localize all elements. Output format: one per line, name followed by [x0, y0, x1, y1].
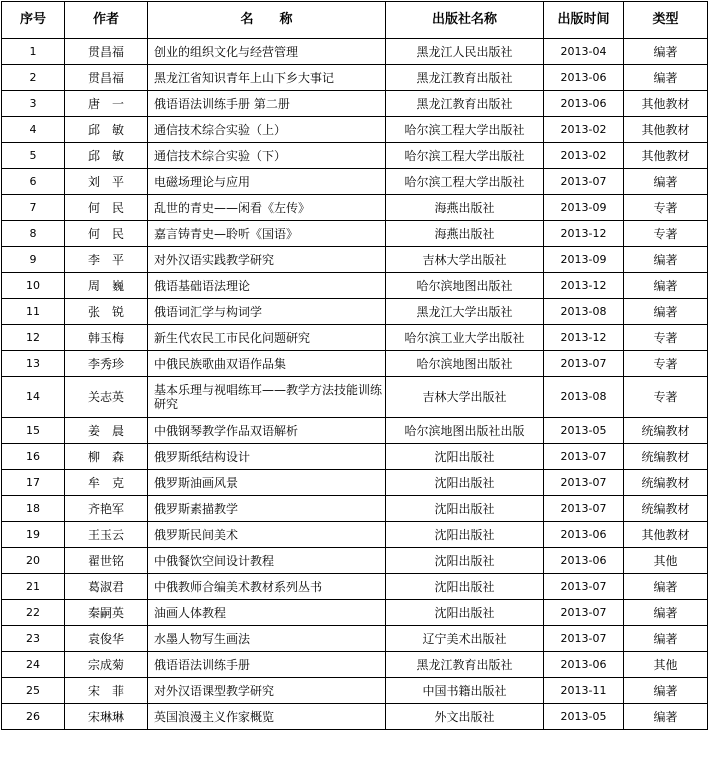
- table-row: [2, 39, 708, 65]
- table-row: [2, 600, 708, 626]
- cell-date: 2013-07: [544, 444, 624, 470]
- cell-title: 电磁场理论与应用: [148, 169, 386, 195]
- table-row: [2, 169, 708, 195]
- cell-type: 其他教材: [624, 143, 708, 169]
- table-row: [2, 704, 708, 730]
- cell-type: 编著: [624, 65, 708, 91]
- cell-title: 基本乐理与视唱练耳——教学方法技能训练研究: [148, 377, 386, 418]
- cell-title: 对外汉语实践教学研究: [148, 247, 386, 273]
- cell-title: 嘉言铸青史—聆听《国语》: [148, 221, 386, 247]
- header-publisher: 出版社名称: [386, 2, 544, 39]
- table-row: [2, 470, 708, 496]
- cell-type: 编著: [624, 169, 708, 195]
- cell-index: 6: [2, 169, 65, 195]
- cell-type: 编著: [624, 704, 708, 730]
- cell-publisher: 吉林大学出版社: [386, 377, 544, 418]
- cell-type: 编著: [624, 600, 708, 626]
- cell-publisher: 沈阳出版社: [386, 444, 544, 470]
- cell-type: 编著: [624, 626, 708, 652]
- cell-author: 贯昌福: [65, 39, 148, 65]
- cell-publisher: 哈尔滨地图出版社: [386, 273, 544, 299]
- cell-title: 中俄教师合编美术教材系列丛书: [148, 574, 386, 600]
- cell-author: 宗成菊: [65, 652, 148, 678]
- table-row: [2, 65, 708, 91]
- table-row: [2, 444, 708, 470]
- cell-date: 2013-02: [544, 143, 624, 169]
- cell-date: 2013-09: [544, 195, 624, 221]
- table-row: [2, 574, 708, 600]
- table-row: [2, 678, 708, 704]
- cell-date: 2013-08: [544, 299, 624, 325]
- cell-author: 何 民: [65, 221, 148, 247]
- cell-type: 编著: [624, 39, 708, 65]
- header-date: 出版时间: [544, 2, 624, 39]
- header-index: 序号: [2, 2, 65, 39]
- table-row: [2, 195, 708, 221]
- cell-publisher: 黑龙江教育出版社: [386, 91, 544, 117]
- cell-type: 编著: [624, 678, 708, 704]
- cell-type: 其他教材: [624, 91, 708, 117]
- cell-type: 编著: [624, 574, 708, 600]
- cell-publisher: 吉林大学出版社: [386, 247, 544, 273]
- cell-index: 19: [2, 522, 65, 548]
- cell-title: 俄罗斯民间美术: [148, 522, 386, 548]
- publications-table: [1, 1, 708, 730]
- cell-index: 3: [2, 91, 65, 117]
- header-row: [2, 2, 708, 39]
- table-row: [2, 117, 708, 143]
- cell-date: 2013-07: [544, 626, 624, 652]
- table-row: [2, 548, 708, 574]
- cell-title: 中俄钢琴教学作品双语解析: [148, 418, 386, 444]
- cell-index: 4: [2, 117, 65, 143]
- cell-publisher: 哈尔滨工业大学出版社: [386, 325, 544, 351]
- cell-publisher: 哈尔滨工程大学出版社: [386, 169, 544, 195]
- cell-author: 关志英: [65, 377, 148, 418]
- cell-title: 通信技术综合实验（上）: [148, 117, 386, 143]
- cell-title: 黑龙江省知识青年上山下乡大事记: [148, 65, 386, 91]
- cell-date: 2013-07: [544, 600, 624, 626]
- table-row: [2, 626, 708, 652]
- cell-publisher: 黑龙江大学出版社: [386, 299, 544, 325]
- cell-date: 2013-08: [544, 377, 624, 418]
- cell-author: 周 巍: [65, 273, 148, 299]
- cell-title: 俄语词汇学与构词学: [148, 299, 386, 325]
- cell-date: 2013-07: [544, 351, 624, 377]
- table-row: [2, 247, 708, 273]
- cell-type: 编著: [624, 247, 708, 273]
- cell-author: 张 锐: [65, 299, 148, 325]
- cell-type: 统编教材: [624, 470, 708, 496]
- cell-publisher: 哈尔滨地图出版社出版: [386, 418, 544, 444]
- cell-title: 英国浪漫主义作家概览: [148, 704, 386, 730]
- table-row: [2, 351, 708, 377]
- cell-publisher: 外文出版社: [386, 704, 544, 730]
- cell-author: 柳 森: [65, 444, 148, 470]
- cell-type: 专著: [624, 325, 708, 351]
- cell-type: 编著: [624, 273, 708, 299]
- cell-date: 2013-07: [544, 470, 624, 496]
- cell-publisher: 黑龙江教育出版社: [386, 65, 544, 91]
- cell-type: 专著: [624, 221, 708, 247]
- cell-type: 其他: [624, 548, 708, 574]
- cell-title: 中俄餐饮空间设计教程: [148, 548, 386, 574]
- cell-title: 俄语基础语法理论: [148, 273, 386, 299]
- cell-author: 王玉云: [65, 522, 148, 548]
- cell-title: 水墨人物写生画法: [148, 626, 386, 652]
- cell-publisher: 沈阳出版社: [386, 470, 544, 496]
- cell-date: 2013-05: [544, 418, 624, 444]
- cell-type: 专著: [624, 195, 708, 221]
- cell-index: 8: [2, 221, 65, 247]
- cell-publisher: 沈阳出版社: [386, 496, 544, 522]
- cell-index: 12: [2, 325, 65, 351]
- cell-type: 统编教材: [624, 418, 708, 444]
- header-title: 名 称: [148, 2, 386, 39]
- cell-author: 葛淑君: [65, 574, 148, 600]
- cell-index: 26: [2, 704, 65, 730]
- cell-index: 2: [2, 65, 65, 91]
- cell-author: 韩玉梅: [65, 325, 148, 351]
- cell-title: 俄语语法训练手册: [148, 652, 386, 678]
- cell-author: 秦嗣英: [65, 600, 148, 626]
- cell-index: 20: [2, 548, 65, 574]
- cell-author: 刘 平: [65, 169, 148, 195]
- cell-author: 何 民: [65, 195, 148, 221]
- cell-date: 2013-05: [544, 704, 624, 730]
- cell-author: 邱 敏: [65, 143, 148, 169]
- cell-index: 9: [2, 247, 65, 273]
- cell-publisher: 黑龙江人民出版社: [386, 39, 544, 65]
- cell-author: 齐艳军: [65, 496, 148, 522]
- cell-index: 11: [2, 299, 65, 325]
- cell-title: 新生代农民工市民化问题研究: [148, 325, 386, 351]
- table-row: [2, 299, 708, 325]
- cell-title: 俄罗斯素描教学: [148, 496, 386, 522]
- cell-date: 2013-04: [544, 39, 624, 65]
- cell-title: 创业的组织文化与经营管理: [148, 39, 386, 65]
- table-row: [2, 418, 708, 444]
- cell-index: 23: [2, 626, 65, 652]
- cell-date: 2013-06: [544, 522, 624, 548]
- table-row: [2, 377, 708, 418]
- cell-type: 统编教材: [624, 444, 708, 470]
- cell-index: 1: [2, 39, 65, 65]
- cell-type: 专著: [624, 377, 708, 418]
- table-row: [2, 652, 708, 678]
- cell-type: 统编教材: [624, 496, 708, 522]
- header-author: 作者: [65, 2, 148, 39]
- cell-author: 宋琳琳: [65, 704, 148, 730]
- cell-title: 乱世的青史——闲看《左传》: [148, 195, 386, 221]
- cell-index: 24: [2, 652, 65, 678]
- cell-date: 2013-11: [544, 678, 624, 704]
- cell-publisher: 辽宁美术出版社: [386, 626, 544, 652]
- cell-author: 唐 一: [65, 91, 148, 117]
- cell-title: 俄罗斯油画风景: [148, 470, 386, 496]
- cell-index: 22: [2, 600, 65, 626]
- cell-title: 俄罗斯纸结构设计: [148, 444, 386, 470]
- cell-publisher: 海燕出版社: [386, 221, 544, 247]
- table-row: [2, 91, 708, 117]
- cell-title: 中俄民族歌曲双语作品集: [148, 351, 386, 377]
- table-row: [2, 143, 708, 169]
- table-row: [2, 522, 708, 548]
- cell-type: 其他: [624, 652, 708, 678]
- cell-author: 贯昌福: [65, 65, 148, 91]
- table-row: [2, 273, 708, 299]
- cell-publisher: 中国书籍出版社: [386, 678, 544, 704]
- cell-date: 2013-06: [544, 91, 624, 117]
- cell-index: 25: [2, 678, 65, 704]
- cell-author: 邱 敏: [65, 117, 148, 143]
- cell-publisher: 沈阳出版社: [386, 600, 544, 626]
- cell-index: 14: [2, 377, 65, 418]
- cell-publisher: 沈阳出版社: [386, 574, 544, 600]
- table-body: [2, 39, 708, 730]
- cell-date: 2013-07: [544, 169, 624, 195]
- cell-publisher: 沈阳出版社: [386, 548, 544, 574]
- cell-index: 16: [2, 444, 65, 470]
- cell-publisher: 沈阳出版社: [386, 522, 544, 548]
- cell-date: 2013-06: [544, 548, 624, 574]
- cell-index: 10: [2, 273, 65, 299]
- cell-publisher: 哈尔滨工程大学出版社: [386, 143, 544, 169]
- table-row: [2, 325, 708, 351]
- cell-date: 2013-02: [544, 117, 624, 143]
- cell-author: 宋 菲: [65, 678, 148, 704]
- cell-date: 2013-12: [544, 273, 624, 299]
- cell-date: 2013-12: [544, 221, 624, 247]
- cell-title: 对外汉语课型教学研究: [148, 678, 386, 704]
- cell-title: 油画人体教程: [148, 600, 386, 626]
- cell-index: 17: [2, 470, 65, 496]
- cell-date: 2013-12: [544, 325, 624, 351]
- cell-index: 7: [2, 195, 65, 221]
- cell-title: 俄语语法训练手册 第二册: [148, 91, 386, 117]
- cell-type: 其他教材: [624, 522, 708, 548]
- cell-index: 5: [2, 143, 65, 169]
- cell-date: 2013-09: [544, 247, 624, 273]
- cell-publisher: 海燕出版社: [386, 195, 544, 221]
- cell-author: 姜 晨: [65, 418, 148, 444]
- cell-title: 通信技术综合实验（下）: [148, 143, 386, 169]
- cell-publisher: 黑龙江教育出版社: [386, 652, 544, 678]
- cell-index: 21: [2, 574, 65, 600]
- cell-publisher: 哈尔滨工程大学出版社: [386, 117, 544, 143]
- cell-author: 翟世铭: [65, 548, 148, 574]
- cell-author: 袁俊华: [65, 626, 148, 652]
- table-row: [2, 496, 708, 522]
- cell-index: 15: [2, 418, 65, 444]
- cell-author: 李秀珍: [65, 351, 148, 377]
- cell-index: 18: [2, 496, 65, 522]
- cell-type: 其他教材: [624, 117, 708, 143]
- table-row: [2, 221, 708, 247]
- cell-type: 专著: [624, 351, 708, 377]
- cell-author: 李 平: [65, 247, 148, 273]
- cell-author: 牟 克: [65, 470, 148, 496]
- cell-date: 2013-07: [544, 496, 624, 522]
- header-type: 类型: [624, 2, 708, 39]
- cell-publisher: 哈尔滨地图出版社: [386, 351, 544, 377]
- cell-date: 2013-06: [544, 652, 624, 678]
- cell-type: 编著: [624, 299, 708, 325]
- cell-date: 2013-06: [544, 65, 624, 91]
- cell-date: 2013-07: [544, 574, 624, 600]
- cell-index: 13: [2, 351, 65, 377]
